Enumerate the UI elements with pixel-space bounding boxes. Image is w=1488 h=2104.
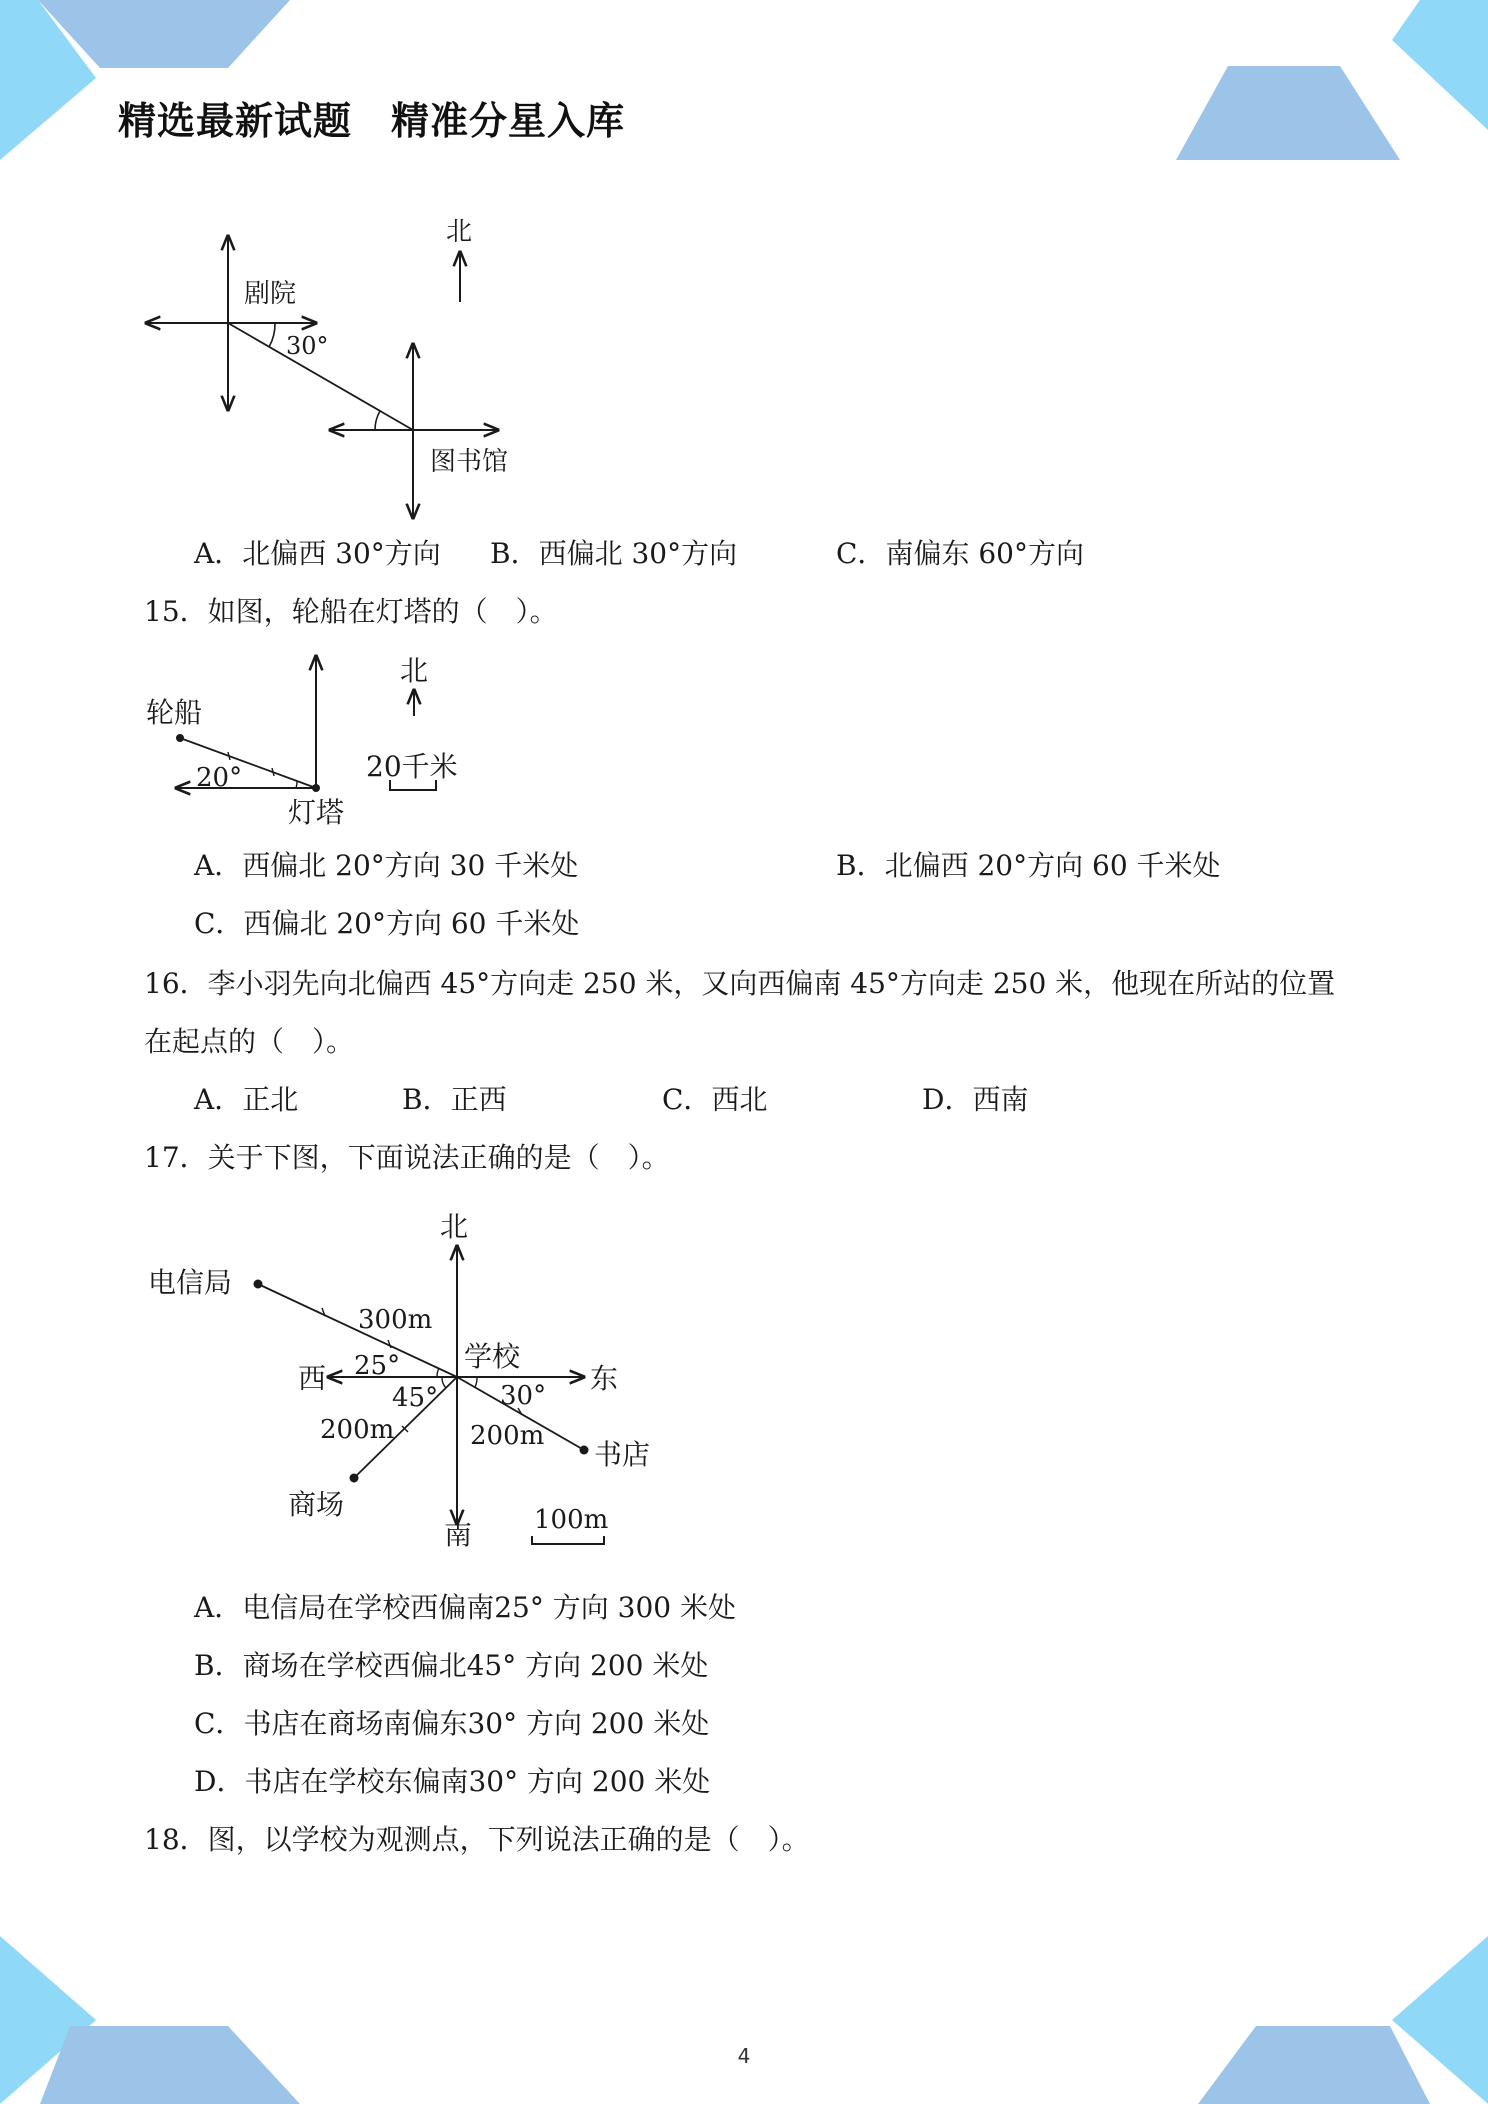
q16-stem-line2: 在起点的（ ）。	[144, 1025, 355, 1058]
q17-school-label: 学校	[464, 1340, 521, 1373]
q14-north-label: 北	[446, 217, 473, 247]
q16-option-d[interactable]: D．西南	[922, 1083, 1029, 1116]
q16-option-c[interactable]: C．西北	[662, 1083, 768, 1116]
q17-west-label: 西	[298, 1362, 327, 1395]
q17-south-label: 南	[444, 1518, 473, 1551]
q17-bookstore-distance: 200m	[470, 1421, 545, 1451]
q14-option-c[interactable]: C．南偏东 60°方向	[836, 537, 1084, 570]
q17-scale-label: 100m	[534, 1505, 609, 1535]
q15-north-label: 北	[400, 654, 429, 687]
q16-stem-line1: 16．李小羽先向北偏西 45°方向走 250 米，又向西偏南 45°方向走 250 米，他现在所站的位置	[144, 967, 1336, 1000]
q17-telecom-distance: 300m	[358, 1305, 433, 1335]
q17-telecom-label: 电信局	[148, 1266, 233, 1299]
q17-option-d[interactable]: D．书店在学校东偏南30° 方向 200 米处	[194, 1765, 711, 1798]
q15-stem: 15．如图，轮船在灯塔的（ ）。	[144, 595, 558, 628]
q15-option-a[interactable]: A．西偏北 20°方向 30 千米处	[194, 849, 579, 882]
q18-stem: 18．图，以学校为观测点，下列说法正确的是（ ）。	[144, 1823, 810, 1856]
q17-north-label: 北	[440, 1210, 469, 1243]
q17-option-a[interactable]: A．电信局在学校西偏南25° 方向 300 米处	[194, 1591, 737, 1624]
q17-east-label: 东	[590, 1362, 619, 1395]
q15-lighthouse-label: 灯塔	[288, 796, 345, 829]
q15-ship-label: 轮船	[146, 696, 203, 729]
q17-bookstore-label: 书店	[594, 1438, 651, 1471]
q17-option-c[interactable]: C．书店在商场南偏东30° 方向 200 米处	[194, 1707, 710, 1740]
header-title: 精选最新试题 精准分星入库	[118, 99, 626, 143]
q17-bookstore-angle: 30°	[500, 1381, 547, 1411]
q17-mall-distance: 200m	[320, 1415, 395, 1445]
q14-option-b[interactable]: B．西偏北 30°方向	[490, 537, 738, 570]
q17-option-b[interactable]: B．商场在学校西偏北45° 方向 200 米处	[194, 1649, 709, 1682]
q15-angle-label: 20°	[196, 763, 243, 793]
q15-scale-label: 20千米	[366, 750, 458, 783]
q16-option-a[interactable]: A．正北	[194, 1083, 299, 1116]
q17-mall-angle: 45°	[392, 1383, 439, 1413]
q16-option-b[interactable]: B．正西	[402, 1083, 507, 1116]
page-number: 4	[737, 2044, 751, 2068]
q14-option-a[interactable]: A．北偏西 30°方向	[194, 537, 441, 570]
q14-library-label: 图书馆	[430, 447, 509, 477]
q17-stem: 17．关于下图，下面说法正确的是（ ）。	[144, 1141, 670, 1174]
q14-theater-label: 剧院	[244, 279, 297, 309]
q17-telecom-angle: 25°	[354, 1351, 401, 1381]
q15-option-b[interactable]: B．北偏西 20°方向 60 千米处	[836, 849, 1221, 882]
q14-angle-label: 30°	[286, 332, 329, 360]
q15-option-c[interactable]: C．西偏北 20°方向 60 千米处	[194, 907, 580, 940]
q17-mall-label: 商场	[288, 1488, 345, 1521]
